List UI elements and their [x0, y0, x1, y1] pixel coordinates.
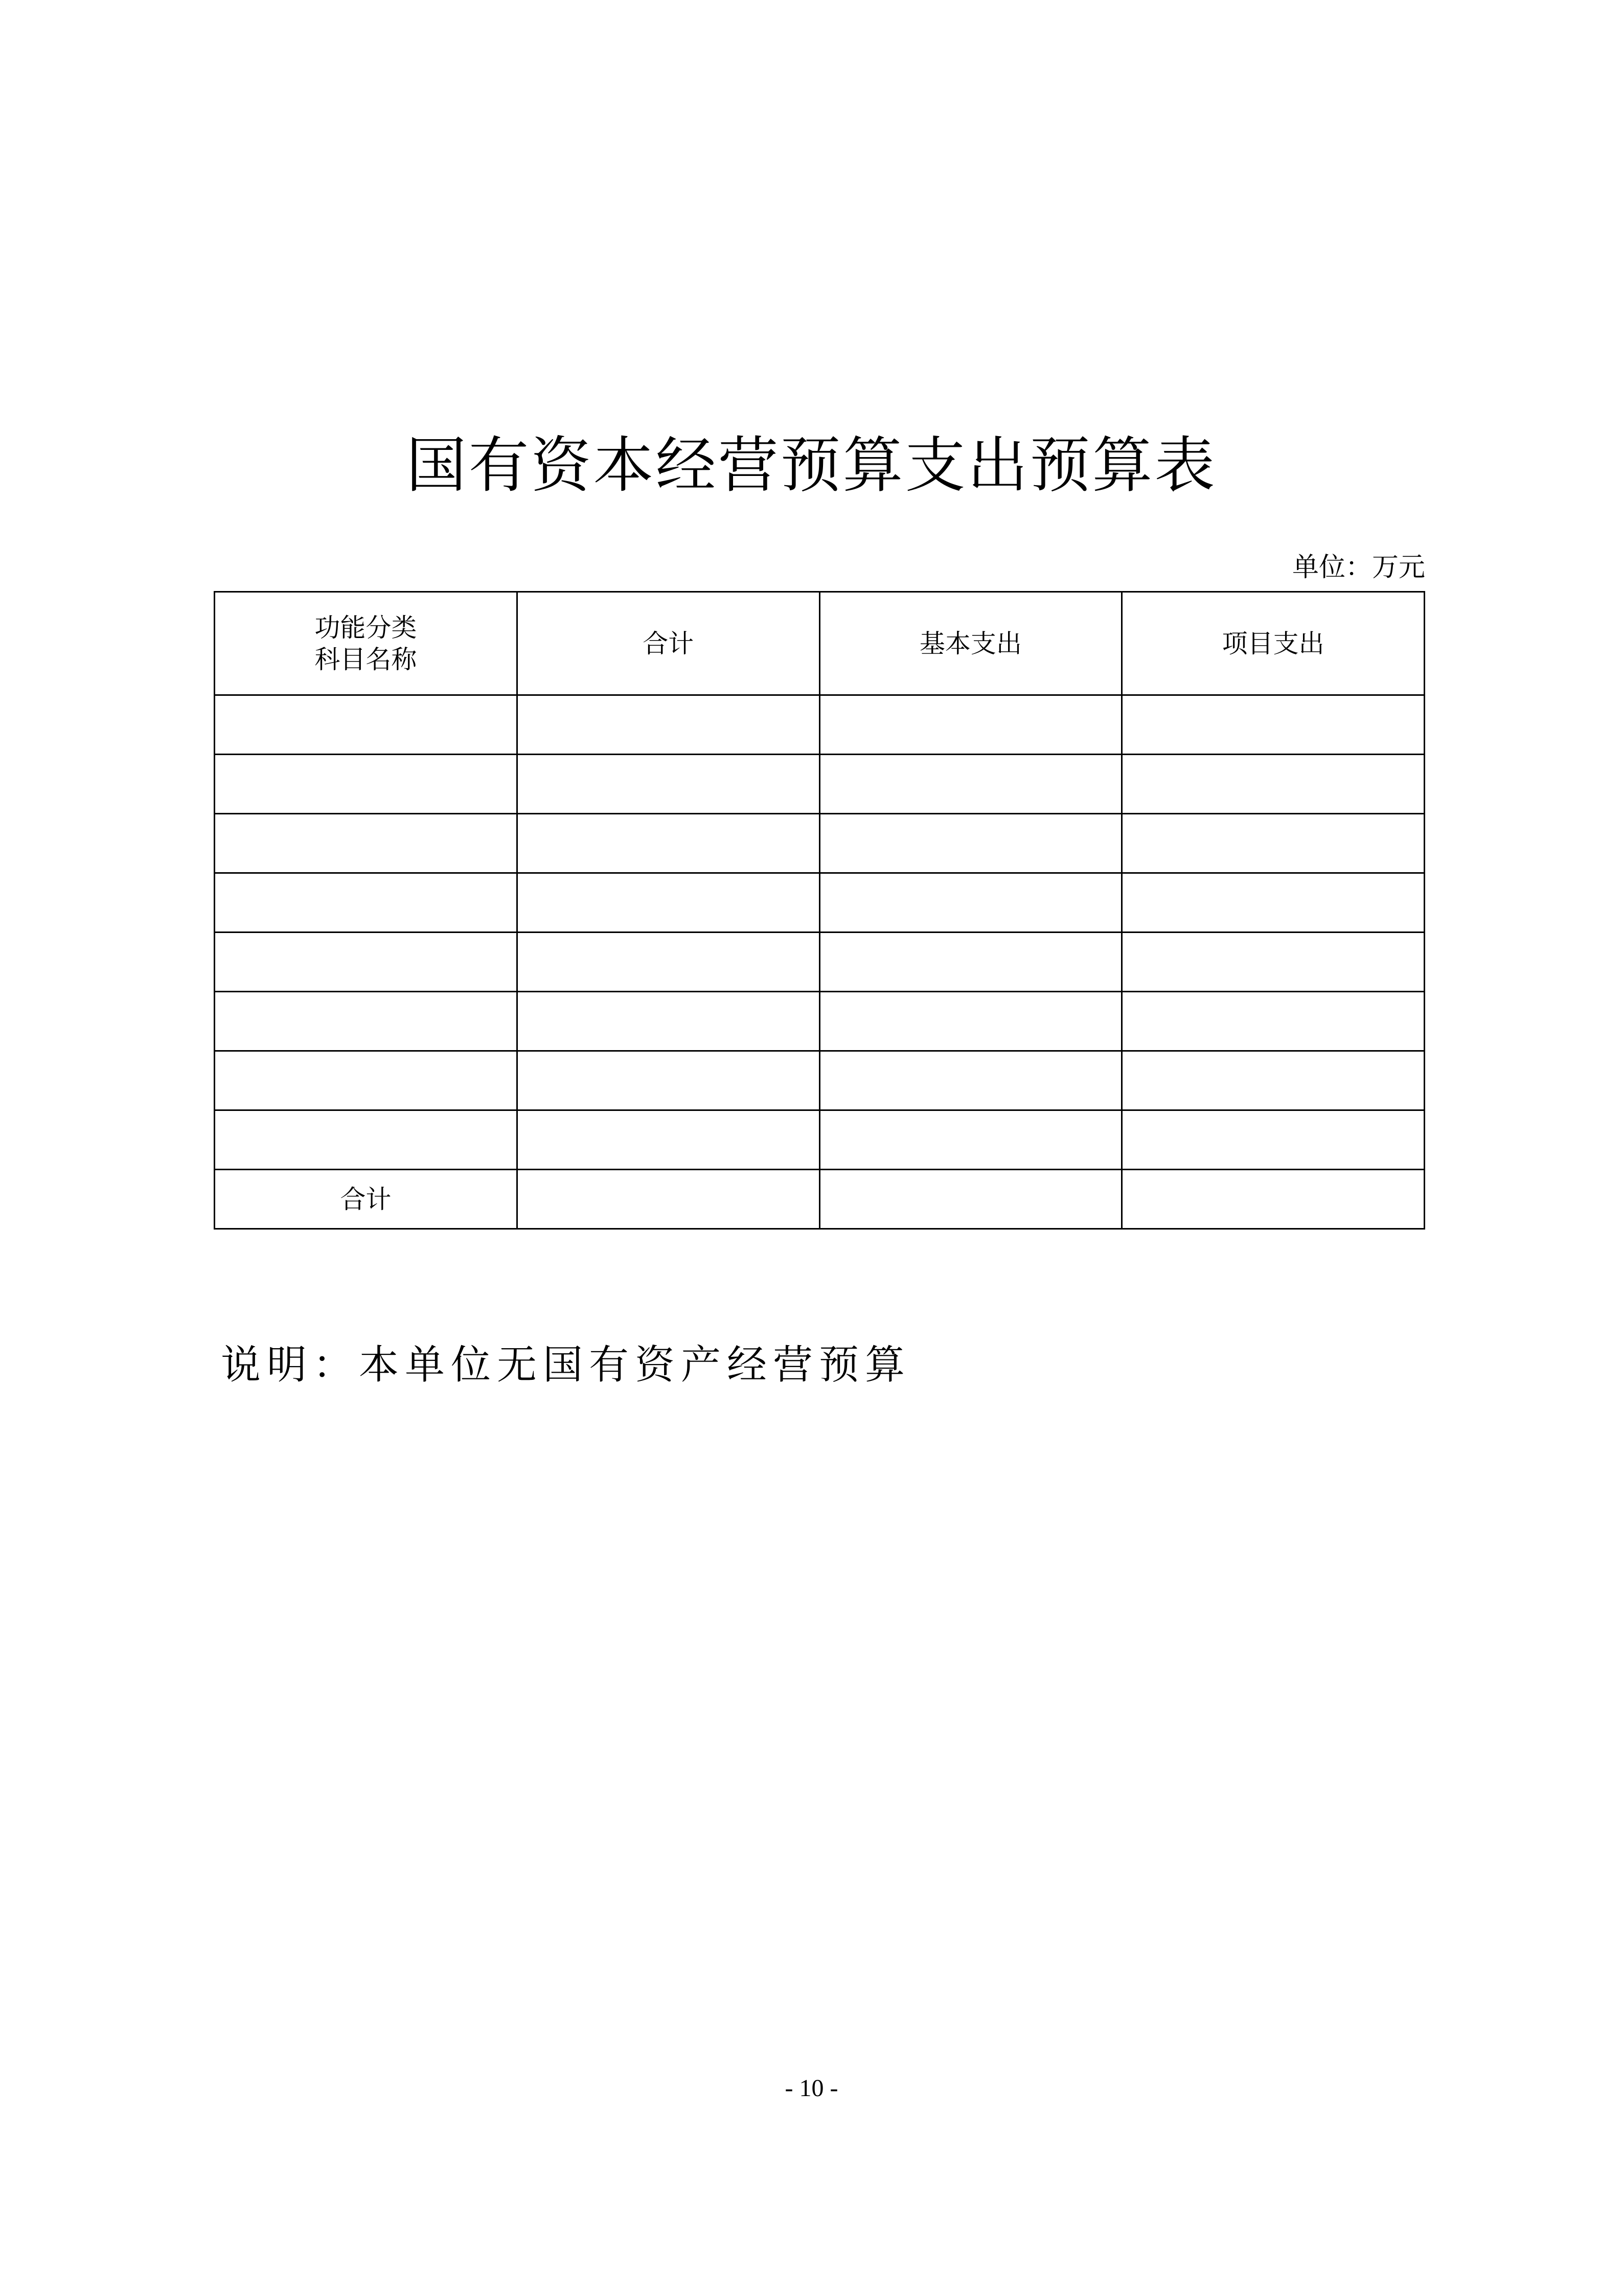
table-cell	[517, 1051, 819, 1110]
table-cell	[1122, 1051, 1425, 1110]
table-cell	[1122, 1170, 1425, 1229]
table-cell	[215, 933, 517, 992]
table-cell	[517, 695, 819, 755]
total-row-label: 合计	[215, 1170, 517, 1229]
table-cell	[1122, 992, 1425, 1051]
header-basic-expenditure: 基本支出	[819, 592, 1122, 695]
table-cell	[215, 992, 517, 1051]
table-cell	[819, 695, 1122, 755]
header-total: 合计	[517, 592, 819, 695]
table-cell	[1122, 814, 1425, 873]
unit-label: 单位：万元	[1292, 552, 1425, 583]
table-cell	[517, 873, 819, 933]
header-category	[215, 592, 517, 695]
table-cell	[819, 933, 1122, 992]
table-cell	[819, 1110, 1122, 1170]
table-cell	[517, 1170, 819, 1229]
table-row	[215, 992, 1425, 1051]
table-cell	[819, 814, 1122, 873]
table-row	[215, 814, 1425, 873]
table-cell	[819, 992, 1122, 1051]
header-project-expenditure: 项目支出	[1122, 592, 1425, 695]
table-total-row	[215, 1170, 1425, 1229]
note-text: 说明：本单位无国有资产经营预算	[221, 1342, 911, 1388]
table-cell	[517, 992, 819, 1051]
table-cell	[1122, 933, 1425, 992]
table-cell	[215, 873, 517, 933]
table-cell	[517, 814, 819, 873]
table-cell	[819, 755, 1122, 814]
table-cell	[819, 1051, 1122, 1110]
table-cell	[1122, 873, 1425, 933]
table-row	[215, 755, 1425, 814]
table-cell	[1122, 695, 1425, 755]
header-category-line1: 功能分类	[314, 612, 417, 643]
table-cell	[215, 814, 517, 873]
header-category-line2: 科目名称	[314, 644, 417, 674]
page-title: 国有资本经营预算支出预算表	[406, 430, 1217, 501]
table-cell	[215, 695, 517, 755]
table-cell	[517, 933, 819, 992]
table-row	[215, 695, 1425, 755]
table-cell	[1122, 755, 1425, 814]
table-cell	[517, 1110, 819, 1170]
table-cell	[215, 1110, 517, 1170]
table-cell	[819, 873, 1122, 933]
table-header-row	[215, 592, 1425, 695]
table-row	[215, 873, 1425, 933]
table-row	[215, 933, 1425, 992]
table-cell	[215, 755, 517, 814]
table-cell	[517, 755, 819, 814]
table-row	[215, 1110, 1425, 1170]
table-cell	[819, 1170, 1122, 1229]
table-row	[215, 1051, 1425, 1110]
budget-table	[214, 591, 1425, 1230]
table-cell	[1122, 1110, 1425, 1170]
table-cell	[215, 1051, 517, 1110]
page-number: - 10 -	[785, 2075, 838, 2102]
